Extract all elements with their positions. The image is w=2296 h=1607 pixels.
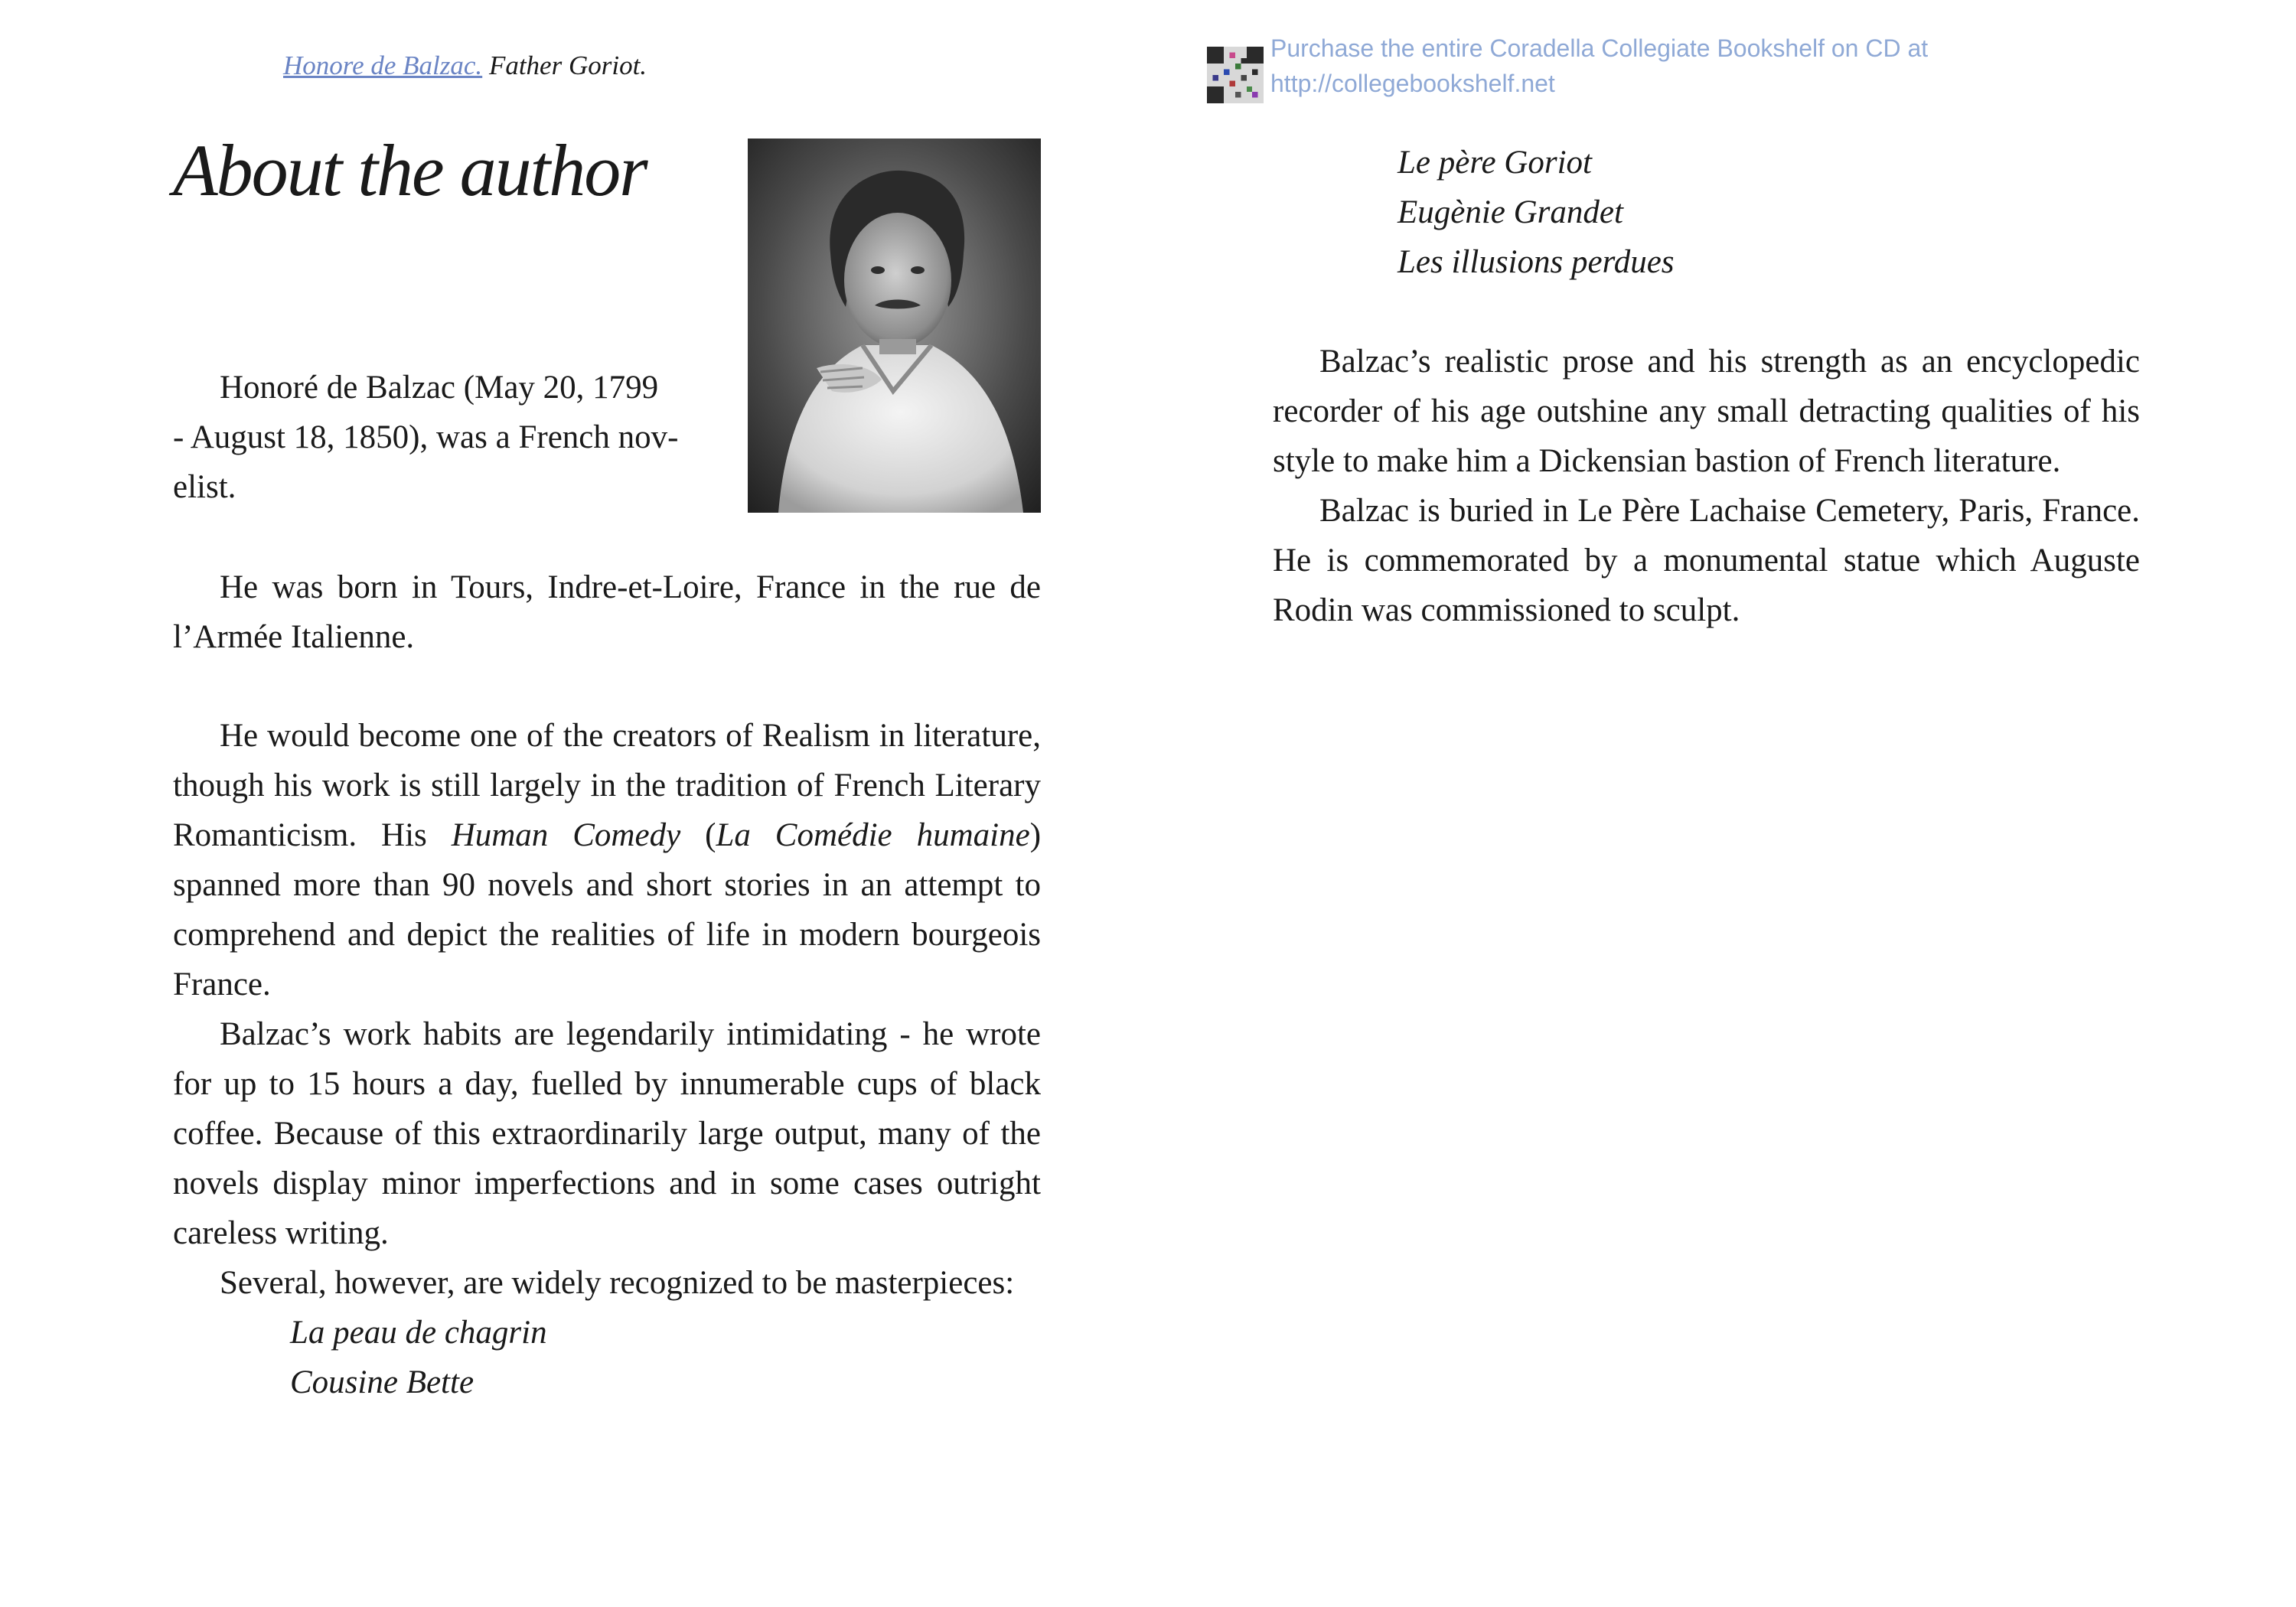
work-item: Les illusions perdues	[1397, 244, 1675, 280]
human-comedy-title: Human Comedy	[451, 817, 681, 853]
author-link[interactable]: Honore de Balzac.	[283, 51, 483, 80]
work-item: Cousine Bette	[290, 1364, 475, 1400]
works-list-right	[1397, 138, 1780, 287]
intro-line-3: elist.	[173, 469, 236, 505]
intro-line-2: - August 18, 1850), was a French nov-	[173, 419, 679, 455]
work-item: Le père Goriot	[1397, 145, 1592, 181]
burial-paragraph: Balzac is buried in Le Père Lachaise Cemetery, Paris, France. He is commemorated by a monumental statue which Auguste Rodin was commissioned to sculpt.	[1273, 493, 2140, 628]
author-portrait	[748, 139, 1041, 513]
habits-paragraph: Balzac’s work habits are legendarily intimidating - he wrote for up to 15 hours a day, fuelled by innumerable cups of black coffee. Because of this extraordinarily large output, many of the novels display minor imperfections and in some cases outright careless writing.	[173, 1016, 1041, 1251]
purchase-url[interactable]: http://collegebookshelf.net	[1270, 70, 1555, 97]
comedie-humaine-title: La Comédie humaine	[716, 817, 1030, 853]
page-title: About the author	[173, 129, 647, 211]
work-item: Eugènie Grandet	[1397, 194, 1623, 230]
works-list-left	[173, 1308, 1041, 1407]
book-title: Father Goriot.	[488, 51, 647, 80]
purchase-banner[interactable]	[1270, 31, 1928, 101]
realism-text-1: He would become one of the creators of Realism in literature, though his work is still largely in the tradition of French Literary Romanticism. His	[173, 718, 1041, 853]
qr-code-icon	[1207, 46, 1264, 104]
intro-line-1: Honoré de Balzac (May 20, 1799	[220, 370, 659, 406]
work-item: La peau de chagrin	[290, 1315, 547, 1351]
right-page	[1148, 0, 2296, 1607]
masterpieces-intro: Several, however, are widely recognized to be masterpieces:	[220, 1265, 1015, 1301]
realism-text-2: ) spanned more than 90 novels and short stories in an attempt to comprehend and depict the realities of life in modern bourgeois France.	[173, 817, 1042, 1002]
birth-paragraph: He was born in Tours, Indre-et-Loire, France in the rue de l’Armée Italienne.	[173, 569, 1041, 655]
intro-paragraph	[173, 363, 709, 512]
prose-paragraph: Balzac’s realistic prose and his strength as an encyclopedic recorder of his age outshine any small detracting qualities of his style to make him a Dickensian bastion of French literature.	[1273, 344, 2140, 479]
paren-open: (	[680, 817, 716, 853]
running-head	[283, 51, 647, 81]
realism-paragraph	[173, 711, 1041, 1009]
purchase-line-1[interactable]: Purchase the entire Coradella Collegiate Bookshelf on CD at	[1270, 34, 1929, 62]
